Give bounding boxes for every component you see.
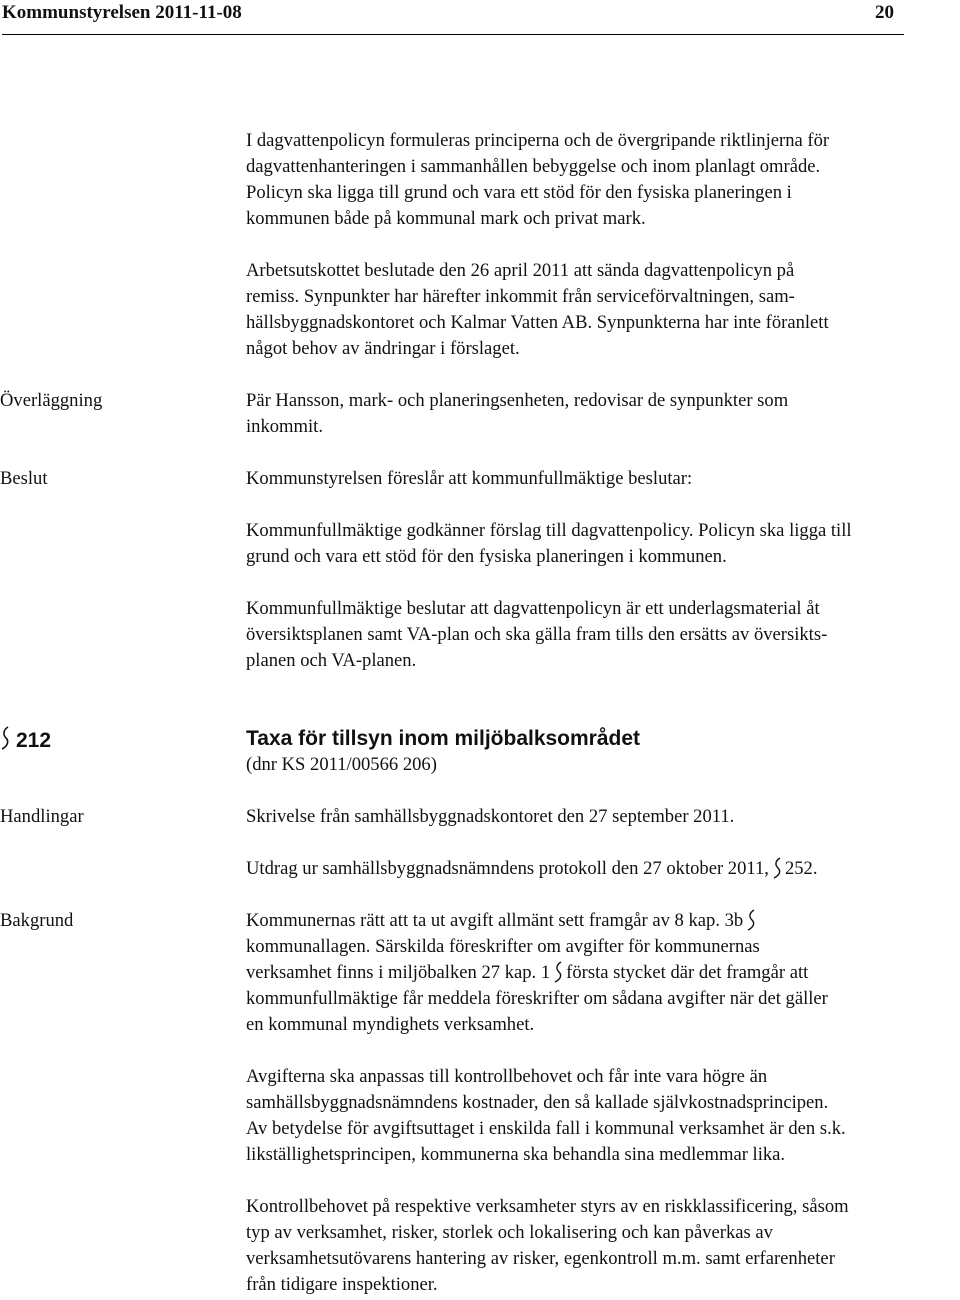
overlaggning-text: Pär Hansson, mark- och planeringsenheten, redovisar de synpunkter som inkommit. [246, 390, 789, 437]
section-title: Taxa för tillsyn inom miljöbalksområdet [246, 727, 641, 750]
section-number-value: 212 [16, 729, 52, 752]
bakgrund-paragraph-2: Avgifterna ska anpassas till kontrollbehovet och får inte vara högre än samhällsbyggnadsnämndens kostnader, den så kallade självkostnadsprincipen. Av betydelse för avgiftsuttaget i enskilda fall i kommunal verksamhet är den s.k. likställighetsprincipen, kommunerna ska behandla sina medlemmar lika. [246, 1066, 846, 1165]
beslut-intro: Kommunstyrelsen föreslår att kommunfullmäktige beslutar: [246, 468, 693, 489]
section-sign-icon [553, 961, 563, 983]
handlingar-label: Handlingar [0, 806, 84, 827]
bakgrund-paragraph-1 [246, 908, 960, 1038]
page-number: 20 [875, 2, 894, 23]
page-header [2, 0, 904, 35]
section-sign-icon [746, 909, 756, 931]
handlingar-item-2-number: 252. [784, 858, 818, 879]
header-title: Kommunstyrelsen 2011-11-08 [2, 2, 242, 23]
section-dnr: (dnr KS 2011/00566 206) [246, 754, 437, 775]
handlingar-item-2-text: Utdrag ur samhällsbyggnadsnämndens protokoll den 27 oktober 2011, [246, 858, 769, 879]
overlaggning-label: Överläggning [0, 390, 103, 411]
bakgrund-p1-part-b: kommunallagen. Särskilda föreskrifter om avgifter för kommunernas verksamhet finns i miljöbalken 27 kap. 1 [246, 936, 760, 983]
intro-paragraph-2: Arbetsutskottet beslutade den 26 april 2011 att sända dagvattenpolicyn på remiss. Synpunkter har härefter inkommit från serviceförvaltningen, sam- hällsbyggnadskontoret och Kalmar Vatten AB. Synpunkterna har inte föranlett något behov av ändringar i förslaget. [246, 260, 829, 359]
bakgrund-p1-part-a: Kommunernas rätt att ta ut avgift allmänt sett framgår av 8 kap. 3b [246, 910, 744, 931]
bakgrund-p1-part-c: första stycket där det framgår att kommunfullmäktige får meddela föreskrifter om sådana avgifter när det gäller en kommunal myndighets verksamhet. [246, 962, 828, 1035]
section-sign-icon [772, 857, 782, 879]
handlingar-item-2 [246, 856, 960, 882]
bakgrund-label: Bakgrund [0, 910, 74, 931]
section-number [0, 726, 51, 754]
section-sign-icon [0, 726, 10, 750]
beslut-paragraph-1: Kommunfullmäktige godkänner förslag till dagvattenpolicy. Policyn ska ligga till grund och vara ett stöd för den fysiska planeringen i kommunen. [246, 520, 852, 567]
handlingar-item-1: Skrivelse från samhällsbyggnadskontoret den 27 september 2011. [246, 806, 735, 827]
beslut-label: Beslut [0, 468, 48, 489]
intro-paragraph-1: I dagvattenpolicyn formuleras principerna och de övergripande riktlinjerna för dagvattenhanteringen i sammanhållen bebyggelse och inom planlagt område. Policyn ska ligga till grund och vara ett stöd för den fysiska planeringen i kommunen både på kommunal mark och privat mark. [246, 130, 830, 229]
beslut-paragraph-2: Kommunfullmäktige beslutar att dagvattenpolicyn är ett underlagsmaterial åt översiktsplanen samt VA-plan och ska gälla fram tills den ersätts av översikts- planen och VA-planen. [246, 598, 828, 671]
bakgrund-paragraph-3: Kontrollbehovet på respektive verksamheter styrs av en riskklassificering, såsom typ av verksamhet, risker, storlek och lokalisering och kan påverkas av verksamhetsutövarens hantering av risker, egenkontroll m.m. samt erfarenheter från tidigare inspektioner. [246, 1196, 849, 1295]
